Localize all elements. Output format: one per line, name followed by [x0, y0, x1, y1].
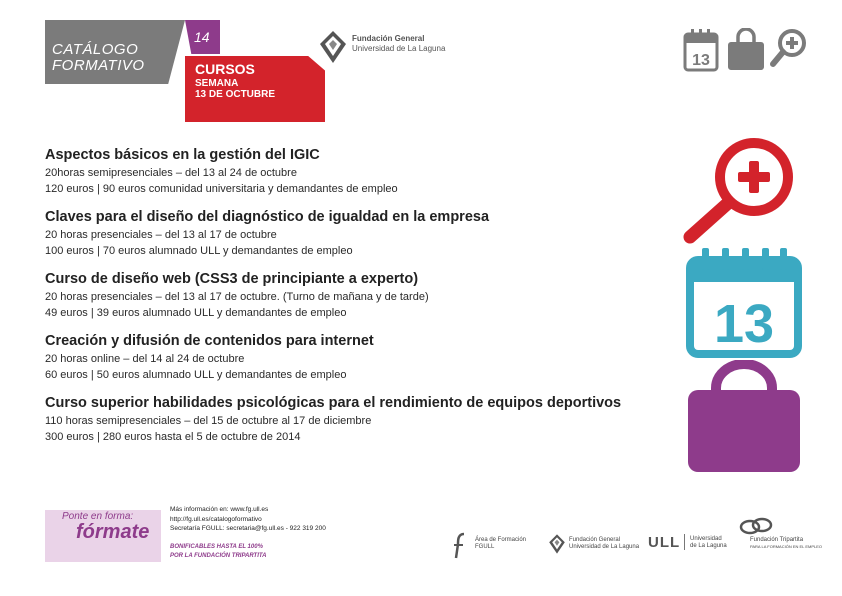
- area-formacion-logo-text: [475, 537, 526, 551]
- course-price: 60 euros | 50 euros alumnado ULL y demandantes de empleo: [45, 369, 347, 381]
- course-schedule: 20 horas online – del 14 al 24 de octubre: [45, 353, 245, 365]
- calendar-icon: [683, 28, 719, 72]
- course-item: [45, 270, 675, 321]
- org-name: [352, 34, 445, 54]
- shopping-bag-icon: [726, 28, 766, 72]
- ponte-en-forma-label: Ponte en forma:: [62, 511, 134, 522]
- calendar-large-day: 13: [713, 294, 775, 354]
- course-title: Claves para el diseño del diagnóstico de igualdad en la empresa: [45, 209, 490, 225]
- course-schedule: 20horas semipresenciales – del 13 al 24 de octubre: [45, 167, 297, 179]
- zoom-in-icon: [770, 28, 808, 72]
- ull-logo-line2: de La Laguna: [690, 543, 727, 549]
- course-price: 300 euros | 280 euros hasta el 5 de octubre de 2014: [45, 431, 301, 443]
- zoom-in-large-icon: [680, 132, 804, 244]
- section-subtitle: [195, 78, 275, 100]
- bonif-line1: BONIFICABLES HASTA EL 100%: [170, 544, 263, 550]
- area-formacion-logo-icon: [452, 532, 468, 560]
- info-website[interactable]: Más información en: www.fg.ull.es: [170, 506, 269, 513]
- section-title: CURSOS: [195, 61, 255, 77]
- fundacion-tripartita-logo-text: [750, 537, 822, 549]
- course-price: 100 euros | 70 euros alumnado ULL y demandantes de empleo: [45, 245, 353, 257]
- course-item: [45, 208, 675, 259]
- course-price: 49 euros | 39 euros alumnado ULL y demandantes de empleo: [45, 307, 347, 319]
- course-schedule: 20 horas presenciales – del 13 al 17 de octubre: [45, 229, 277, 241]
- course-title: Aspectos básicos en la gestión del IGIC: [45, 147, 320, 163]
- course-title: Creación y difusión de contenidos para internet: [45, 333, 374, 349]
- fg-footer-logo-icon: [548, 533, 566, 555]
- shopping-bag-large-icon: [686, 360, 802, 474]
- ull-logo-text: [690, 536, 727, 550]
- ull-logo-line1: Universidad: [690, 536, 722, 542]
- bonificable-note: [170, 543, 266, 561]
- tripartita-line2: PARA LA FORMACIÓN EN EL EMPLEO: [750, 544, 823, 549]
- course-title: Curso superior habilidades psicológicas para el rendimiento de equipos deportivos: [45, 395, 622, 411]
- org-name-line2: Universidad de La Laguna: [352, 44, 446, 53]
- fg-footer-line1: Fundación General: [569, 537, 621, 543]
- catalog-title-line2: FORMATIVO: [52, 57, 145, 74]
- ull-logo-divider: [684, 534, 685, 550]
- section-sub-line1: SEMANA: [195, 78, 239, 89]
- issue-number: 14: [194, 29, 210, 45]
- fg-footer-line2: Universidad de La Laguna: [569, 544, 640, 550]
- course-schedule: 110 horas semipresenciales – del 15 de octubre al 17 de diciembre: [45, 415, 372, 427]
- contact-info: [170, 505, 326, 534]
- course-item: [45, 146, 675, 197]
- catalog-title-line1: CATÁLOGO: [52, 41, 139, 58]
- area-formacion-line2: FGULL: [475, 544, 495, 550]
- calendar-small-day: 13: [692, 52, 710, 69]
- course-item: [45, 332, 675, 383]
- calendar-large-icon: [686, 248, 802, 358]
- area-formacion-line1: Área de Formación: [475, 537, 527, 543]
- bonif-line2: POR LA FUNDACIÓN TRIPARTITA: [170, 553, 267, 559]
- formate-label: fórmate: [76, 521, 150, 543]
- course-list: [45, 146, 675, 456]
- course-schedule: 20 horas presenciales – del 13 al 17 de octubre. (Turno de mañana y de tarde): [45, 291, 429, 303]
- fg-footer-logo-text: [569, 537, 639, 551]
- fundacion-tripartita-logo-icon: [738, 517, 774, 535]
- catalog-title: [52, 42, 145, 74]
- ull-logo-mark: ULL: [648, 534, 681, 551]
- course-price: 120 euros | 90 euros comunidad universitaria y demandantes de empleo: [45, 183, 398, 195]
- info-catalog-url[interactable]: http://fg.ull.es/catalogoformativo: [170, 515, 262, 523]
- tripartita-line1: Fundación Tripartita: [750, 537, 804, 543]
- section-sub-line2: 13 DE OCTUBRE: [195, 89, 276, 100]
- course-item: [45, 394, 675, 445]
- course-title: Curso de diseño web (CSS3 de principiante a experto): [45, 271, 419, 287]
- org-name-line1: Fundación General: [352, 34, 425, 43]
- info-secretaria: Secretaría FGULL: secretaria@fg.ull.es - 922 319 200: [170, 525, 326, 532]
- fg-logo-icon: [318, 30, 348, 64]
